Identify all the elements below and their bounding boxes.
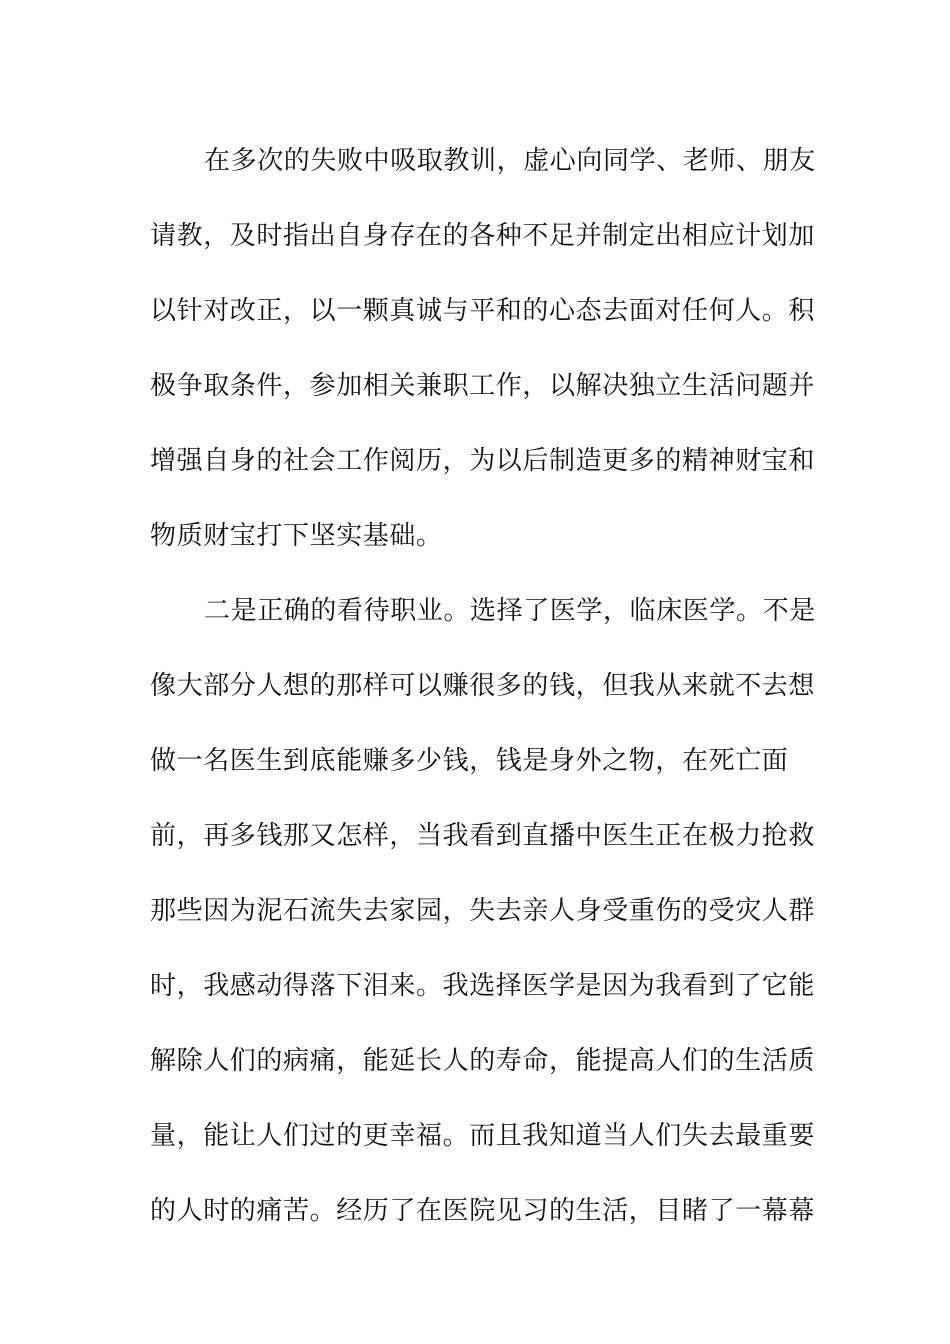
paragraph-line: 极争取条件，参加相关兼职工作，以解决独立生活问题并 <box>150 371 816 401</box>
paragraph-line: 像大部分人想的那样可以赚很多的钱，但我从来就不去想 <box>150 671 816 701</box>
paragraph-line: 量，能让人们过的更幸福。而且我知道当人们失去最重要 <box>150 1121 816 1151</box>
paragraph-line: 时，我感动得落下泪来。我选择医学是因为我看到了它能 <box>150 971 816 1001</box>
paragraph-line: 做一名医生到底能赚多少钱，钱是身外之物，在死亡面 <box>150 746 789 776</box>
paragraph-line: 二是正确的看待职业。选择了医学，临床医学。不是 <box>204 596 816 626</box>
paragraph-line: 增强自身的社会工作阅历，为以后制造更多的精神财宝和 <box>150 446 816 476</box>
paragraph-line: 以针对改正，以一颗真诚与平和的心态去面对任何人。积 <box>150 296 816 326</box>
body-text <box>150 124 816 1249</box>
paragraph-line: 解除人们的病痛，能延长人的寿命，能提高人们的生活质 <box>150 1046 816 1076</box>
paragraph-line: 那些因为泥石流失去家园，失去亲人身受重伤的受灾人群 <box>150 896 816 926</box>
paragraph-line: 请教，及时指出自身存在的各种不足并制定出相应计划加 <box>150 221 816 251</box>
paragraph-line: 前，再多钱那又怎样，当我看到直播中医生正在极力抢救 <box>150 821 816 851</box>
paragraph-line: 的人时的痛苦。经历了在医院见习的生活，目睹了一幕幕 <box>150 1196 816 1226</box>
paragraph-line: 物质财宝打下坚实基础。 <box>150 521 443 551</box>
paragraph-line: 在多次的失败中吸取教训，虚心向同学、老师、朋友 <box>204 146 816 176</box>
